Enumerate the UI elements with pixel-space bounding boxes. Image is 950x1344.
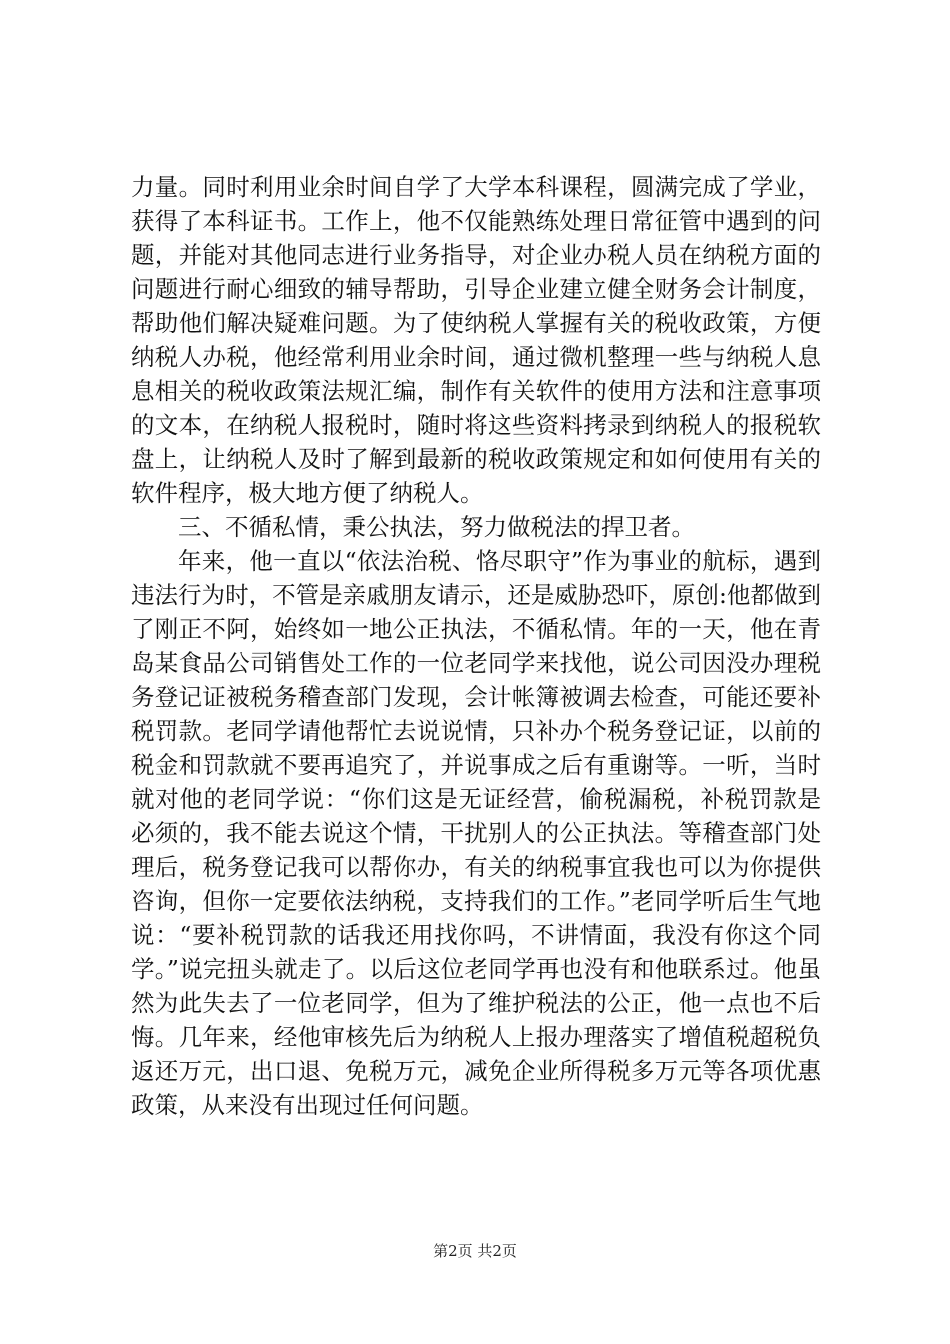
section-heading-three: 三、不循私情，秉公执法，努力做税法的捍卫者。: [178, 513, 695, 541]
paragraph-continuation: 力量。同时利用业余时间自学了大学本科课程，圆满完成了学业，获得了本科证书。工作上，他不仅能熟练处理日常征管中遇到的问题，并能对其他同志进行业务指导，对企业办税人员在纳税方面的问题进行耐心细致的辅导帮助，引导企业建立健全财务会计制度，帮助他们解决疑难问题。为了使纳税人掌握有关的税收政策，方便纳税人办税，他经常利用业余时间，通过微机整理一些与纳税人息息相关的税收政策法规汇编，制作有关软件的使用方法和注意事项的文本，在纳税人报税时，随时将这些资料拷录到纳税人的报税软盘上，让纳税人及时了解到最新的税收政策规定和如何使用有关的软件程序，极大地方便了纳税人。: [131, 173, 821, 507]
page-number-footer: 第2页 共2页: [433, 1242, 517, 1260]
paragraph-body: 年来，他一直以“依法治税、恪尽职守”作为事业的航标，遇到违法行为时，不管是亲戚朋友请示，还是威胁恐吓，原创:他都做到了刚正不阿，始终如一地公正执法，不循私情。年的一天，他在青岛某食品公司销售处工作的一位老同学来找他，说公司因没办理税务登记证被税务稽查部门发现，会计帐簿被调去检查，可能还要补税罚款。老同学请他帮忙去说说情，只补办个税务登记证，以前的税金和罚款就不要再追究了，并说事成之后有重谢等。一听，当时就对他的老同学说：“你们这是无证经营，偷税漏税，补税罚款是必须的，我不能去说这个情，干扰别人的公正执法。等稽查部门处理后，税务登记我可以帮你办，有关的纳税事宜我也可以为你提供咨询，但你一定要依法纳税，支持我们的工作。”老同学听后生气地说：“要补税罚款的话我还用找你吗，不讲情面，我没有你这个同学。”说完扭头就走了。以后这位老同学再也没有和他联系过。他虽然为此失去了一位老同学，但为了维护税法的公正，他一点也不后悔。几年来，经他审核先后为纳税人上报办理落实了增值税超税负返还万元，出口退、免税万元，减免企业所得税多万元等各项优惠政策，从来没有出现过任何问题。: [131, 547, 821, 1119]
document-body: [131, 170, 821, 1122]
